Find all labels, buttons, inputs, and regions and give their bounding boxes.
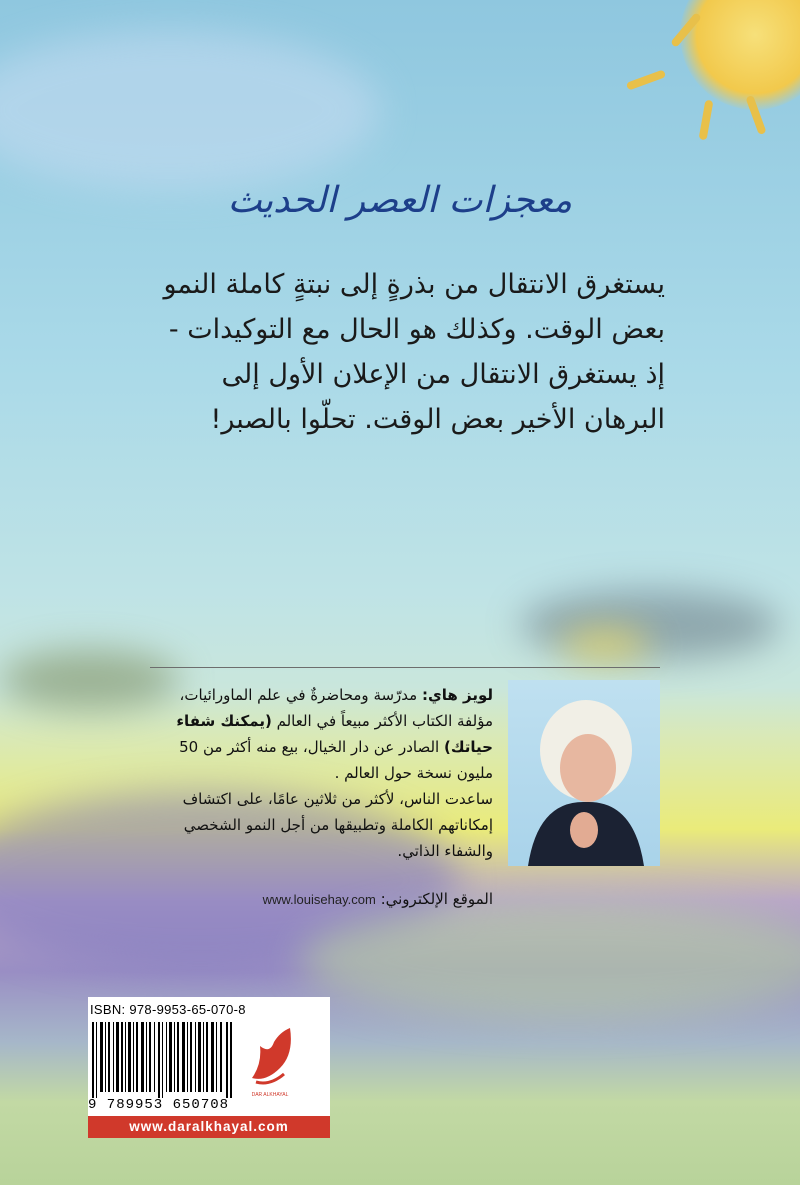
author-photo bbox=[508, 680, 660, 866]
book-title: معجزات العصر الحديث bbox=[227, 180, 573, 221]
sun-ray bbox=[699, 100, 714, 141]
author-name: لويز هاي: bbox=[421, 686, 493, 704]
isbn-label: ISBN: 978-9953-65-070-8 bbox=[90, 1002, 246, 1017]
grass-field bbox=[300, 900, 800, 1020]
blurb-paragraph: يستغرق الانتقال من بذرةٍ إلى نبتةٍ كاملة النمو بعض الوقت. وكذلك هو الحال مع التوكيدات - إذ يستغرق الانتقال من الإعلان الأول إلى البرهان الأخير بعض الوقت. تحلّوا بالصبر! bbox=[163, 269, 665, 435]
bio-paragraph-2: ساعدت الناس، لأكثر من ثلاثين عامًا، على اكتشاف إمكاناتهم الكاملة وتطبيقها من أجل النمو الشخصي والشفاء الذاتي. bbox=[182, 790, 493, 860]
publisher-website-bar: www.daralkhayal.com bbox=[88, 1116, 330, 1138]
barcode-icon bbox=[92, 1022, 232, 1098]
author-website-url: www.louisehay.com bbox=[262, 892, 376, 907]
featured-book-title: (يمكنك شفاء حياتك) bbox=[176, 712, 493, 756]
author-website-line bbox=[150, 890, 493, 908]
cloud-shape bbox=[0, 30, 380, 190]
website-label: الموقع الإلكتروني: bbox=[380, 890, 493, 908]
bio-text-part2: الصادر عن دار الخيال، بيع منه أكثر من 50 مليون نسخة حول العالم . bbox=[179, 738, 493, 782]
small-house-shape bbox=[560, 630, 650, 660]
bio-text-part1: مدرّسة ومحاضرةٌ في علم الماورائيات، مؤلفة الكتاب الأكثر مبيعاً في العالم bbox=[179, 686, 493, 730]
author-bio bbox=[150, 682, 493, 864]
barcode-number: 9 789953 650708 bbox=[88, 1097, 230, 1113]
bush-shape bbox=[520, 590, 780, 660]
divider bbox=[150, 667, 660, 668]
sun-ray bbox=[626, 69, 666, 90]
publisher-logo-icon bbox=[240, 1024, 300, 1100]
svg-text:DAR ALKHAYAL: DAR ALKHAYAL bbox=[251, 1092, 289, 1098]
